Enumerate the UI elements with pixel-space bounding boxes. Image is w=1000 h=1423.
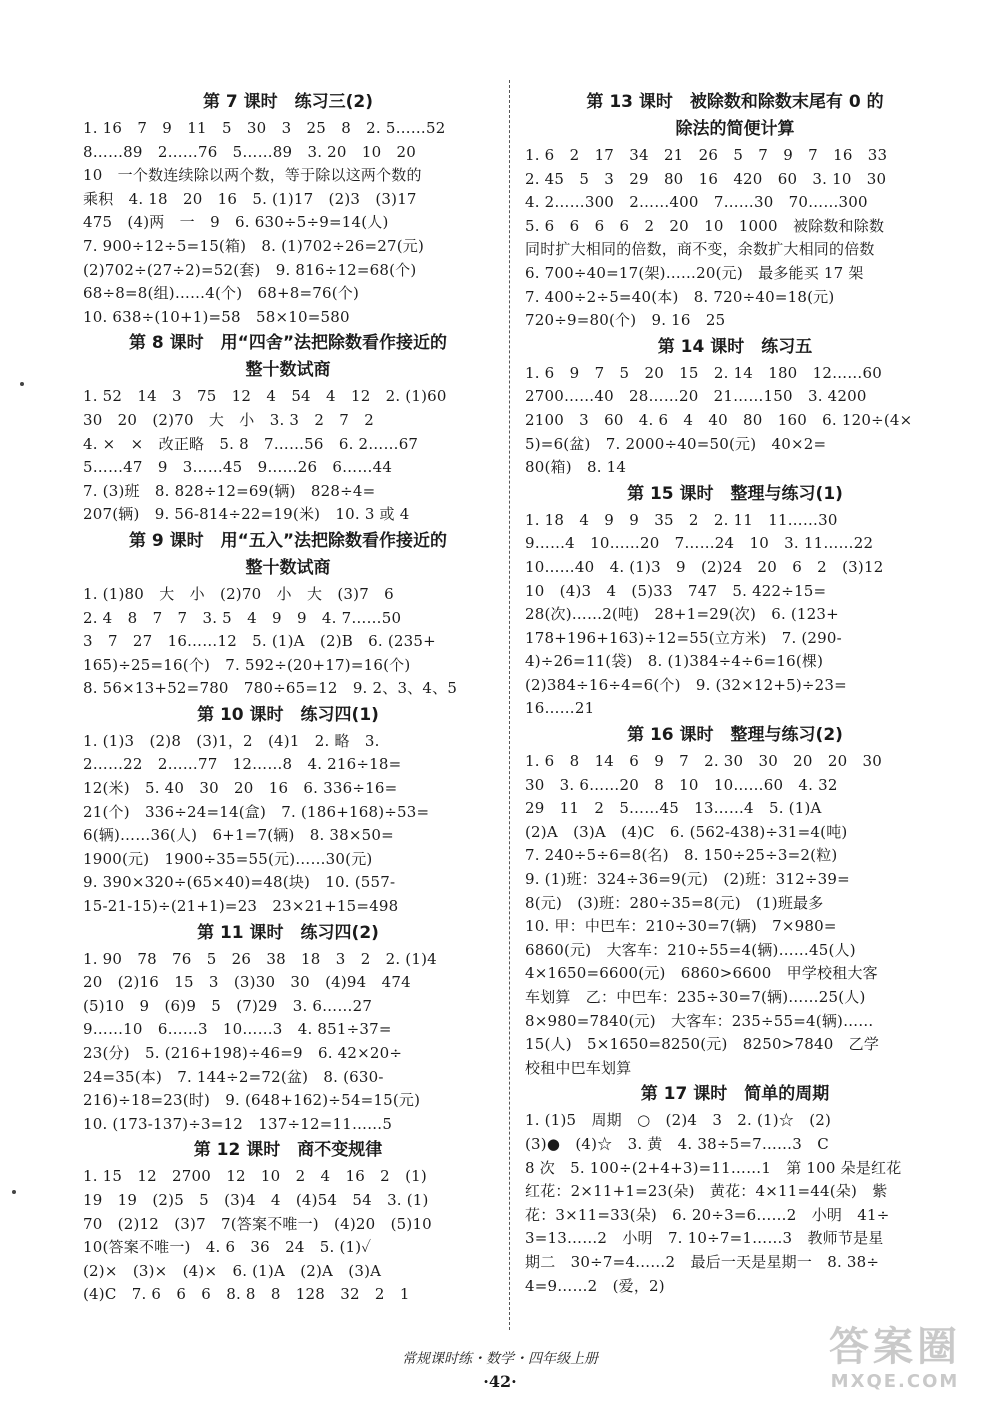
answer-line: 28(次)……2(吨) 28+1=29(次) 6. (123+ xyxy=(525,605,839,624)
answer-line: 7. 400÷2÷5=40(本) 8. 720÷40=18(元) xyxy=(525,287,835,306)
lesson-title: 第 11 课时 练习四(2) xyxy=(197,922,379,943)
answer-line: 4. 2……300 2……400 7……30 70……300 xyxy=(525,193,868,212)
answer-line: 车划算 乙：中巴车：235÷30=7(辆)……25(人) xyxy=(525,988,866,1006)
answer-line: 2. 45 5 3 29 80 16 420 60 3. 10 30 xyxy=(525,169,887,188)
answer-line: 3 7 27 16……12 5. (1)A (2)B 6. (235+ xyxy=(83,632,436,651)
answer-line: 9. (1)班：324÷36=9(元) (2)班：312÷39= xyxy=(525,870,850,889)
answer-line: 10 (4)3 4 (5)33 747 5. 422÷15= xyxy=(525,581,827,600)
answer-line: 校租中巴车划算 xyxy=(525,1058,632,1077)
answer-line: 7. 240÷5÷6=8(名) 8. 150÷25÷3=2(粒) xyxy=(525,846,838,865)
answer-line: 9……4 10……20 7……24 10 3. 11……22 xyxy=(525,534,874,553)
answer-line: 5)=6(盆) 7. 2000÷40=50(元) 40×2= xyxy=(525,434,827,453)
answer-line: 6. 700÷40=17(架)……20(元) 最多能买 17 架 xyxy=(525,263,864,282)
answer-line: 1. 6 9 7 5 20 15 2. 14 180 12……60 xyxy=(525,363,882,382)
answer-line: 3=13……2 小明 7. 10÷7=1……3 教师节是星 xyxy=(525,1229,884,1248)
answer-line: 2. 4 8 7 7 3. 5 4 9 9 4. 7……50 xyxy=(83,608,402,627)
answer-line: 1. 18 4 9 9 35 2 2. 11 11……30 xyxy=(525,510,838,529)
watermark-main: 答案圈 xyxy=(829,1324,961,1370)
answer-line: 2700……40 28……20 21……150 3. 4200 xyxy=(525,387,867,406)
answer-line: 10(答案不唯一) 4. 6 36 24 5. (1)✓ xyxy=(83,1238,372,1257)
answer-line: 8(元) (3)班：280÷35=8(元) (1)班最多 xyxy=(525,893,824,912)
lesson-title: 第 16 课时 整理与练习(2) xyxy=(627,725,843,746)
column-divider xyxy=(509,80,510,1330)
lesson-section xyxy=(83,529,493,701)
answer-line: 乘积 4. 18 20 16 5. (1)17 (2)3 (3)17 xyxy=(83,189,417,208)
answer-line: (2)A (3)A (4)C 6. (562-438)÷31=4(吨) xyxy=(525,822,848,841)
answer-line: 1900(元) 1900÷35=55(元)……30(元) xyxy=(83,849,373,868)
answer-line: 24=35(本) 7. 144÷2=72(盆) 8. (630- xyxy=(83,1067,384,1086)
lesson-section xyxy=(83,90,493,329)
answer-line: (2)× (3)× (4)× 6. (1)A (2)A (3)A xyxy=(83,1261,382,1280)
answer-line: 720÷9=80(个) 9. 16 25 xyxy=(525,311,726,330)
lesson-section xyxy=(83,703,493,919)
answer-line: 2100 3 60 4. 6 4 40 80 160 6. 120÷(4× xyxy=(525,410,913,429)
answer-line: 2……22 2……77 12……8 4. 216÷18= xyxy=(83,755,402,774)
answer-line: 红花：2×11+1=23(朵) 黄花：4×11=44(朵) 紫 xyxy=(525,1182,888,1201)
answer-line: 15(人) 5×1650=8250(元) 8250>7840 乙学 xyxy=(525,1035,880,1054)
answer-line: 178+196+163)÷12=55(立方米) 7. (290- xyxy=(525,628,842,647)
answer-line: 20 (2)16 15 3 (3)30 30 (4)94 474 xyxy=(83,973,411,992)
answer-line: 1. 6 2 17 34 21 26 5 7 9 7 16 33 xyxy=(525,146,888,164)
answer-line: 5. 6 6 6 6 2 20 10 1000 被除数和除数 xyxy=(525,216,885,235)
answer-line: (2)384÷16÷4=6(个) 9. (32×12+5)÷23= xyxy=(525,675,847,694)
answer-line: 同时扩大相同的倍数，商不变，余数扩大相同的倍数 xyxy=(525,240,875,259)
lesson-section xyxy=(83,921,493,1137)
lesson-title: 整十数试商 xyxy=(245,360,331,381)
answer-line: 19 19 (2)5 5 (3)4 4 (4)54 54 3. (1) xyxy=(83,1190,429,1209)
answer-line: 期二 30÷7=4……2 最后一天是星期一 8. 38÷ xyxy=(525,1252,880,1271)
lesson-title: 整十数试商 xyxy=(245,557,331,578)
answer-line: 9……10 6……3 10……3 4. 851÷37= xyxy=(83,1020,392,1039)
scan-mark xyxy=(20,382,24,386)
answer-line: (3)● (4)☆ 3. 黄 4. 38÷5=7……3 C xyxy=(525,1134,829,1153)
watermark-logo xyxy=(806,1323,984,1409)
answer-line: 4)÷26=11(袋) 8. (1)384÷4÷6=16(棵) xyxy=(525,652,824,671)
lesson-section xyxy=(83,1138,493,1307)
answer-line: 30 3. 6……20 8 10 10……60 4. 32 xyxy=(525,775,838,794)
answer-line: 1. (1)3 (2)8 (3)1，2 (4)1 2. 略 3. xyxy=(83,731,380,750)
answer-line: 4=9……2 (爱，2) xyxy=(525,1276,665,1295)
answer-line: 10 一个数连续除以两个数，等于除以这两个数的 xyxy=(83,166,422,185)
answer-line: 16……21 xyxy=(525,699,595,718)
answer-line: 29 11 2 5……45 13……4 5. (1)A xyxy=(525,799,822,818)
answer-line: 10. 甲：中巴车：210÷30=7(辆) 7×980= xyxy=(525,917,837,936)
answer-line: 1. 15 12 2700 12 10 2 4 16 2 (1) xyxy=(83,1167,427,1186)
answer-line: 10……40 4. (1)3 9 (2)24 20 6 2 (3)12 xyxy=(525,557,884,576)
answer-line: (2)702÷(27÷2)=52(套) 9. 816÷12=68(个) xyxy=(83,260,417,279)
answer-line: 10. 638÷(10+1)=58 58×10=580 xyxy=(83,307,350,326)
answer-line: 1. 52 14 3 75 12 4 54 4 12 2. (1)60 xyxy=(83,387,447,406)
lesson-section xyxy=(525,723,945,1080)
lesson-section xyxy=(525,335,945,480)
answer-line: 8 次 5. 100÷(2+4+3)=11……1 第 100 朵是红花 xyxy=(525,1158,902,1177)
answer-line: 475 (4)两 一 9 6. 630÷5÷9=14(人) xyxy=(83,213,389,232)
answer-line: 4. × × 改正略 5. 8 7……56 6. 2……67 xyxy=(83,434,419,453)
answer-line: 30 20 (2)70 大 小 3. 3 2 7 2 xyxy=(83,410,374,429)
right-column xyxy=(525,88,945,1298)
left-column xyxy=(83,88,493,1307)
lesson-title: 除法的简便计算 xyxy=(675,119,795,139)
lesson-title: 第 10 课时 练习四(1) xyxy=(197,704,379,725)
answer-line: 花：3×11=33(朵) 6. 20÷3=6……2 小明 41÷ xyxy=(525,1205,890,1224)
lesson-title: 第 12 课时 商不变规律 xyxy=(193,1140,383,1161)
answer-line: 1. 90 78 76 5 26 38 18 3 2 2. (1)4 xyxy=(83,949,437,968)
answer-line: 8. 56×13+52=780 780÷65=12 9. 2、3、4、5 xyxy=(83,679,458,698)
answer-line: 165)÷25=16(个) 7. 592÷(20+17)=16(个) xyxy=(83,655,411,674)
lesson-title: 第 7 课时 练习三(2) xyxy=(202,92,374,112)
lesson-title: 第 17 课时 简单的周期 xyxy=(640,1084,830,1105)
page-number: ·42· xyxy=(483,1372,517,1391)
answer-line: 7. (3)班 8. 828÷12=69(辆) 828÷4= xyxy=(83,481,376,500)
answer-line: 216)÷18=23(时) 9. (648+162)÷54=15(元) xyxy=(83,1091,421,1110)
answer-line: 80(箱) 8. 14 xyxy=(525,458,627,477)
answer-line: 15-21-15)÷(21+1)=23 23×21+15=498 xyxy=(83,897,399,916)
answer-line: 1. (1)80 大 小 (2)70 小 大 (3)7 6 xyxy=(83,584,394,603)
lesson-section xyxy=(525,1082,945,1298)
lesson-title: 第 9 课时 用“五入”法把除数看作接近的 xyxy=(128,530,447,551)
answer-line: 1. 16 7 9 11 5 30 3 25 8 2. 5……52 xyxy=(83,119,446,137)
scan-mark xyxy=(12,1190,16,1194)
lesson-title: 第 13 课时 被除数和除数末尾有 0 的 xyxy=(586,92,884,112)
answer-line: 1. 6 8 14 6 9 7 2. 30 30 20 20 30 xyxy=(525,752,882,771)
lesson-title: 第 14 课时 练习五 xyxy=(657,336,813,357)
answer-line: 4×1650=6600(元) 6860>6600 甲学校租大客 xyxy=(525,964,878,983)
answer-line: 207(辆) 9. 56-814÷22=19(米) 10. 3 或 4 xyxy=(83,505,410,524)
answer-line: 12(米) 5. 40 30 20 16 6. 336÷16= xyxy=(83,779,398,798)
answer-line: 23(分) 5. (216+198)÷46=9 6. 42×20÷ xyxy=(83,1044,403,1062)
lesson-title: 第 8 课时 用“四舍”法把除数看作接近的 xyxy=(128,333,447,354)
answer-line: 70 (2)12 (3)7 7(答案不唯一) (4)20 (5)10 xyxy=(83,1214,432,1233)
book-series-footer: 常规课时练・数学・四年级上册 xyxy=(402,1351,598,1367)
answer-line: (4)C 7. 6 6 6 8. 8 8 128 32 2 1 xyxy=(83,1285,410,1304)
answer-line: 6860(元) 大客车：210÷55=4(辆)……45(人) xyxy=(525,940,856,959)
lesson-section xyxy=(525,90,945,333)
answer-line: 6(辆)……36(人) 6+1=7(辆) 8. 38×50= xyxy=(83,826,394,845)
answer-line: 7. 900÷12÷5=15(箱) 8. (1)702÷26=27(元) xyxy=(83,236,425,255)
lesson-section xyxy=(525,482,945,721)
answer-line: 9. 390×320÷(65×40)=48(块) 10. (557- xyxy=(83,873,396,892)
lesson-title: 第 15 课时 整理与练习(1) xyxy=(627,483,843,504)
watermark-url: MXQE.COM xyxy=(830,1371,960,1392)
answer-line: 8……89 2……76 5……89 3. 20 10 20 xyxy=(83,142,417,161)
answer-line: 5……47 9 3……45 9……26 6……44 xyxy=(83,458,393,477)
answer-line: 10. (173-137)÷3=12 137÷12=11……5 xyxy=(83,1114,393,1133)
answer-line: (5)10 9 (6)9 5 (7)29 3. 6……27 xyxy=(83,996,373,1015)
answer-line: 68÷8=8(组)……4(个) 68+8=76(个) xyxy=(83,284,360,303)
answer-line: 21(个) 336÷24=14(盒) 7. (186+168)÷53= xyxy=(83,802,430,821)
answer-line: 8×980=7840(元) 大客车：235÷55=4(辆)…… xyxy=(525,1011,874,1030)
lesson-section xyxy=(83,331,493,527)
answer-line: 1. (1)5 周期 ○ (2)4 3 2. (1)☆ (2) xyxy=(525,1111,832,1130)
